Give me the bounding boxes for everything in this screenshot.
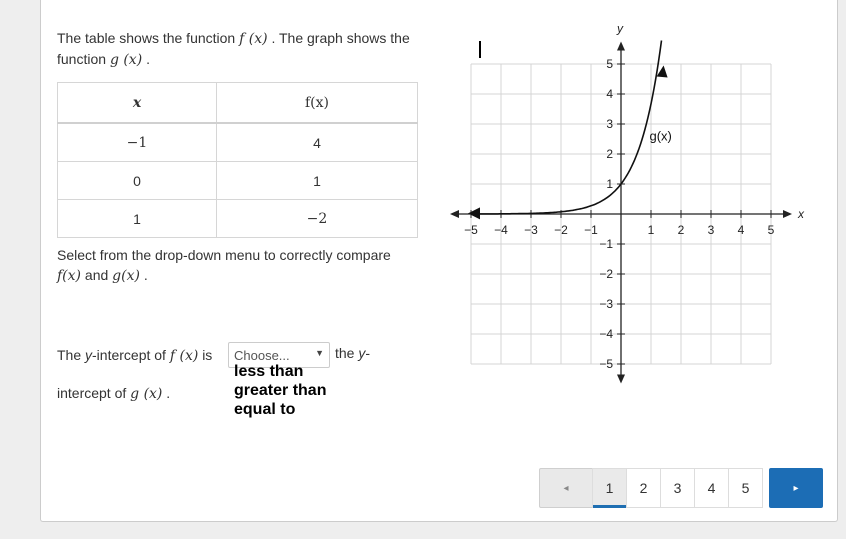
x-tick-label: −4 xyxy=(494,223,508,237)
table-cell: −1 xyxy=(58,123,217,162)
table-row xyxy=(58,162,418,200)
option-equal-to[interactable]: equal to xyxy=(234,401,296,418)
dropdown-options xyxy=(234,362,326,419)
question-card xyxy=(40,0,838,522)
dropdown-selected: Choose... xyxy=(234,348,290,363)
x-tick-label: 4 xyxy=(737,223,745,237)
page-4-button[interactable]: 4 xyxy=(694,468,729,508)
header-fx: f(x) xyxy=(217,83,418,124)
table-cell: 1 xyxy=(217,162,418,200)
intro-text-1: The table shows the function xyxy=(57,30,236,46)
y-axis-arrow-up xyxy=(617,42,625,51)
header-x: x xyxy=(58,83,217,124)
x-tick-label: 3 xyxy=(707,223,715,237)
intro-text-2: . The graph shows the function xyxy=(57,30,410,67)
page-1-button[interactable]: 1 xyxy=(592,468,627,508)
y-tick-label: −3 xyxy=(599,297,613,311)
y-tick-label: 4 xyxy=(606,87,613,101)
x-tick-label: 2 xyxy=(677,223,685,237)
table-row xyxy=(58,123,418,162)
table-cell: 4 xyxy=(217,123,418,162)
intro-text xyxy=(57,28,427,70)
x-axis-label: x xyxy=(798,207,804,221)
question-line-1: The y-intercept of f (x) is xyxy=(57,347,213,364)
x-tick-label: −5 xyxy=(464,223,478,237)
table-header-row xyxy=(58,83,418,124)
x-tick-label: 1 xyxy=(647,223,655,237)
page-3-button[interactable]: 3 xyxy=(660,468,695,508)
curve-label: g(x) xyxy=(649,128,672,144)
question-after-dropdown: the y- xyxy=(335,345,371,361)
table-cell: 0 xyxy=(58,162,217,200)
y-tick-label: 2 xyxy=(606,147,613,161)
pagination xyxy=(539,468,823,508)
f-of-x: f (x) xyxy=(239,31,268,47)
y-tick-label: 5 xyxy=(606,57,613,71)
y-tick-label: −4 xyxy=(599,327,613,341)
y-tick-label: −1 xyxy=(599,237,613,251)
option-greater-than[interactable]: greater than xyxy=(234,382,327,399)
function-table xyxy=(57,82,418,238)
next-page-button[interactable]: ▸ xyxy=(769,468,823,508)
y-tick-label: 1 xyxy=(606,177,613,191)
intro-text-3: . xyxy=(146,51,150,67)
option-less-than[interactable]: less than xyxy=(234,363,304,380)
question-line-2: intercept of g (x) . xyxy=(57,385,171,402)
chevron-down-icon: ▼ xyxy=(315,348,324,358)
page-5-button[interactable]: 5 xyxy=(728,468,763,508)
table-cell: −2 xyxy=(217,200,418,238)
prev-page-button[interactable]: ◂ xyxy=(539,468,593,508)
x-axis-arrow-right xyxy=(783,210,792,218)
x-tick-label: −2 xyxy=(554,223,568,237)
y-axis-label: y xyxy=(617,21,623,36)
x-tick-label: −1 xyxy=(584,223,598,237)
g-curve xyxy=(474,41,662,214)
page-2-button[interactable]: 2 xyxy=(626,468,661,508)
coordinate-graph xyxy=(441,14,841,394)
x-axis-arrow-left xyxy=(450,210,459,218)
table-row xyxy=(58,200,418,238)
curve-arrow-left xyxy=(468,207,480,219)
g-of-x: g (x) xyxy=(109,52,143,68)
y-tick-label: −2 xyxy=(599,267,613,281)
x-tick-label: 5 xyxy=(767,223,775,237)
x-tick-label: −3 xyxy=(524,223,538,237)
y-tick-label: −5 xyxy=(599,357,613,371)
table-cell: 1 xyxy=(58,200,217,238)
y-tick-label: 3 xyxy=(606,117,613,131)
instruction-text: Select from the drop-down menu to correctly compare f(x) and g(x) . xyxy=(57,247,391,284)
y-axis-arrow-down xyxy=(617,375,625,384)
